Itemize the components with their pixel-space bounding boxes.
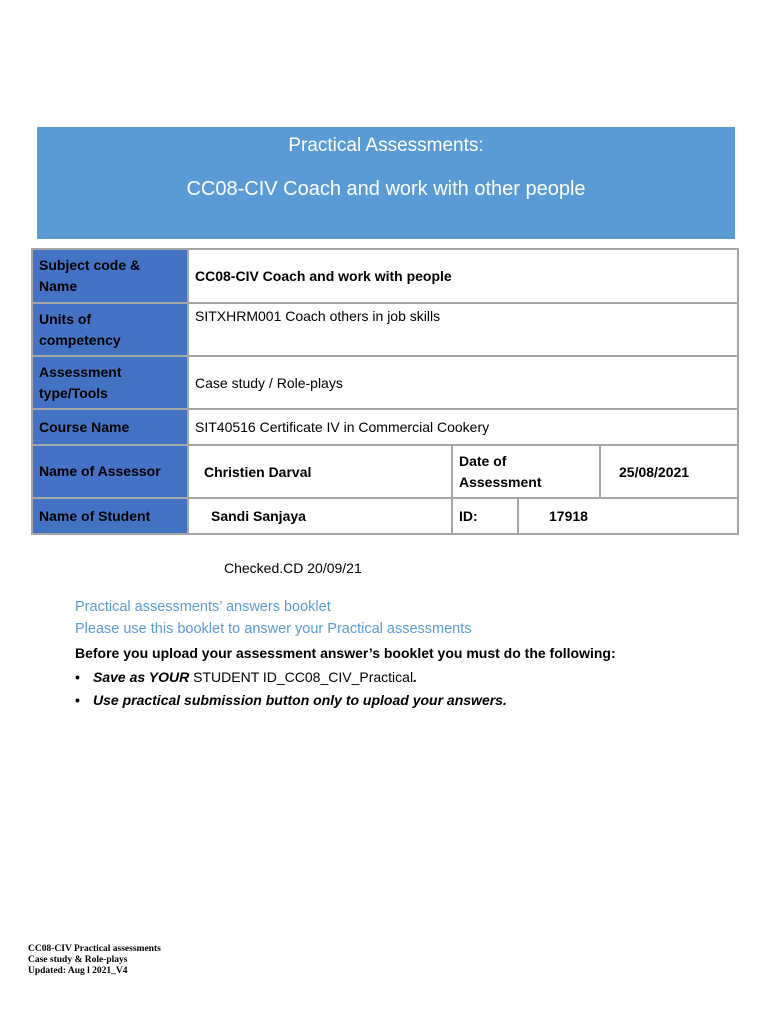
assessor-label: Name of Assessor — [32, 445, 188, 498]
student-value: Sandi Sanjaya — [188, 498, 452, 534]
units-value: SITXHRM001 Coach others in job skills — [188, 303, 738, 356]
title-banner — [37, 127, 735, 239]
table-row — [32, 445, 738, 498]
list-item: • Save as YOUR STUDENT ID_CC08_CIV_Practical. — [75, 666, 507, 689]
banner-title: Practical Assessments: — [288, 135, 484, 156]
booklet-instruction: Please use this booklet to answer your Practical assessments — [75, 621, 472, 637]
table-row — [32, 498, 738, 534]
banner-subtitle: CC08-CIV Coach and work with other people — [186, 178, 586, 200]
booklet-heading: Practical assessments’ answers booklet — [75, 599, 331, 615]
id-label: ID: — [452, 498, 518, 534]
table-row — [32, 409, 738, 445]
type-label: Assessment type/Tools — [32, 356, 188, 409]
type-value: Case study / Role-plays — [188, 356, 738, 409]
checked-note: Checked.CD 20/09/21 — [224, 560, 362, 576]
upload-instructions: Before you upload your assessment answer’s booklet you must do the following: — [75, 645, 616, 661]
course-value: SIT40516 Certificate IV in Commercial Cookery — [188, 409, 738, 445]
date-label: Date of Assessment — [452, 445, 600, 498]
table-row — [32, 249, 738, 303]
upload-rules-list — [75, 666, 507, 712]
date-value: 25/08/2021 — [600, 445, 738, 498]
student-label: Name of Student — [32, 498, 188, 534]
id-value: 17918 — [518, 498, 738, 534]
assessment-info-table — [31, 248, 739, 535]
table-row — [32, 303, 738, 356]
subject-label: Subject code & Name — [32, 249, 188, 303]
units-label: Units of competency — [32, 303, 188, 356]
course-label: Course Name — [32, 409, 188, 445]
list-item: • Use practical submission button only to upload your answers. — [75, 689, 507, 712]
assessor-value: Christien Darval — [188, 445, 452, 498]
table-row — [32, 356, 738, 409]
subject-value: CC08-CIV Coach and work with people — [188, 249, 738, 303]
page-footer: CC08-CIV Practical assessments Case study & Role-plays Updated: Aug l 2021_V4 — [28, 944, 161, 976]
